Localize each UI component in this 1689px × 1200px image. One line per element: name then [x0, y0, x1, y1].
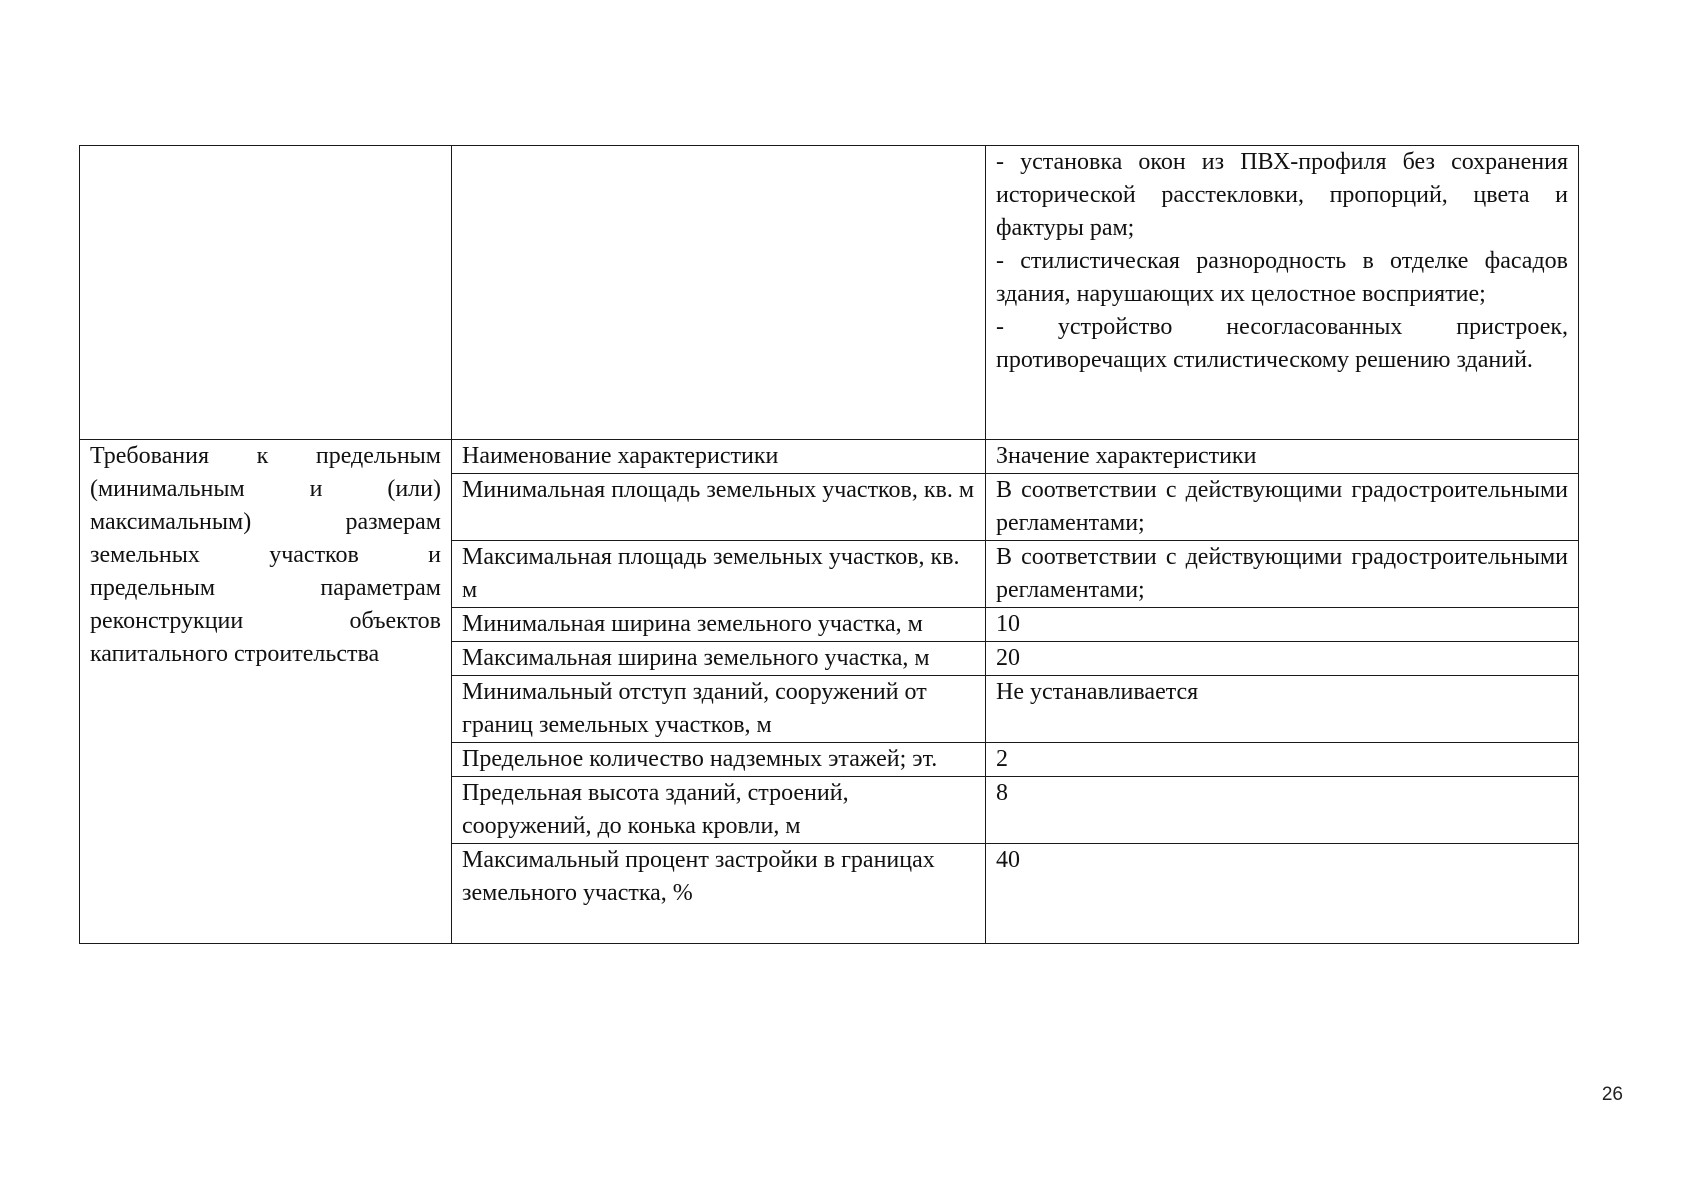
characteristic-name: Минимальный отступ зданий, сооружений от границ земельных участков, м	[452, 676, 986, 743]
empty-cell	[80, 146, 452, 440]
characteristic-value: 8	[986, 777, 1579, 844]
characteristic-value: В соответствии с действующими градостроительными регламентами;	[986, 541, 1579, 608]
characteristic-value: 2	[986, 743, 1579, 777]
empty-cell	[452, 146, 986, 440]
characteristic-value: 10	[986, 608, 1579, 642]
column-header-value: Значение характеристики	[986, 440, 1579, 474]
page-number: 26	[1601, 1084, 1623, 1105]
table-row	[80, 146, 1579, 440]
restrictions-cell	[986, 146, 1579, 440]
characteristic-name: Минимальная площадь земельных участков, кв. м	[452, 474, 986, 541]
characteristic-value: Не устанавливается	[986, 676, 1579, 743]
characteristic-value: 20	[986, 642, 1579, 676]
table-header-row	[80, 440, 1579, 474]
characteristic-name: Максимальный процент застройки в границах земельного участка, %	[452, 844, 986, 944]
regulations-table	[79, 145, 1579, 944]
characteristic-name: Минимальная ширина земельного участка, м	[452, 608, 986, 642]
characteristic-name: Максимальная ширина земельного участка, м	[452, 642, 986, 676]
section-label: Требования к предельным (минимальным и (или) максимальным) размерам земельных участков и предельным параметрам реконструкции объектов капитального строительства	[80, 440, 452, 944]
characteristic-name: Предельная высота зданий, строений, сооружений, до конька кровли, м	[452, 777, 986, 844]
column-header-name: Наименование характеристики	[452, 440, 986, 474]
restriction-item: - установка окон из ПВХ-профиля без сохранения исторической расстекловки, пропорций, цвета и фактуры рам;	[996, 149, 1568, 241]
restriction-item: - устройство несогласованных пристроек, противоречащих стилистическому решению зданий.	[996, 314, 1568, 373]
characteristic-name: Предельное количество надземных этажей; эт.	[452, 743, 986, 777]
restriction-item: - стилистическая разнородность в отделке фасадов здания, нарушающих их целостное восприятие;	[996, 248, 1568, 307]
characteristic-value: В соответствии с действующими градостроительными регламентами;	[986, 474, 1579, 541]
characteristic-value: 40	[986, 844, 1579, 944]
characteristic-name: Максимальная площадь земельных участков, кв. м	[452, 541, 986, 608]
